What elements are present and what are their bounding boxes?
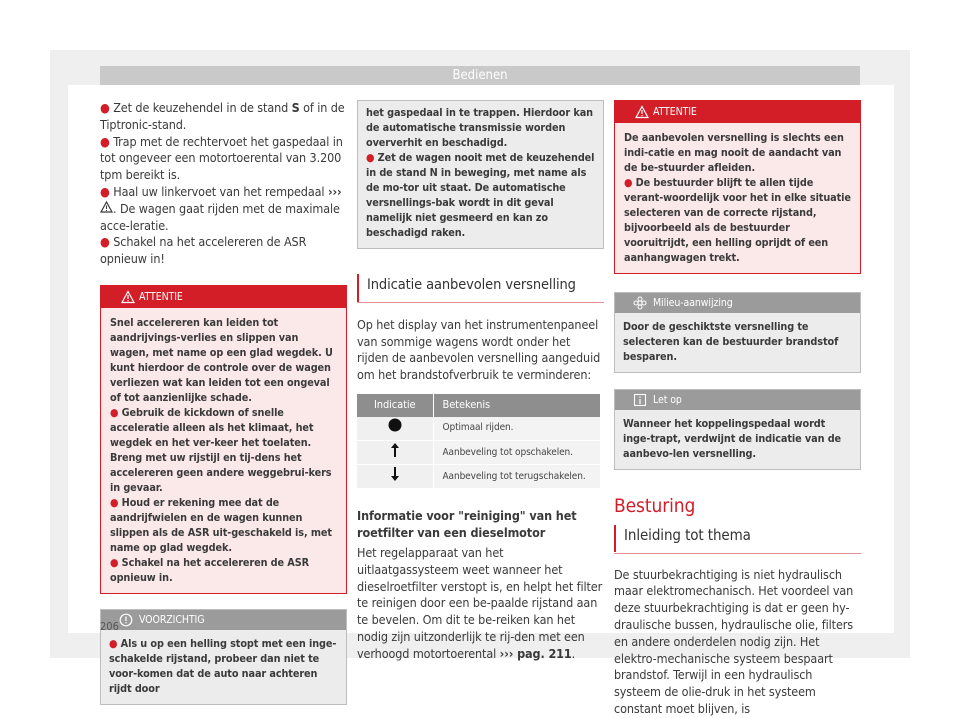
- arrow-up-icon: [390, 442, 400, 458]
- warning-box: [614, 100, 861, 274]
- bullet-icon: ●: [100, 234, 110, 250]
- warning-box-body: Snel accelereren kan leiden tot aandrijvings-verlies en slippen van wagen, met name op een glad wegdek. U kunt hierdoor de controle over de wagen verliezen wat kan leiden tot een ongeval of tot aanzienlijke schade. ● Gebruik de kickdown of snelle acceleratie alleen als het klimaat, het wegdek en het ver-keer het toelaten. Breng met uw rijstijl en tij-dens het accelereren geen andere weggebrui-kers in gevaar. ● Houd er rekening mee dat de aandrijfwielen en de wagen kunnen slippen als de ASR uit-geschakeld is, met name op glad wegdek. ● Schakel na het accelereren de ASR opnieuw in.: [101, 308, 346, 593]
- note-box-body: Wanneer het koppelingspedaal wordt inge-trapt, verdwijnt de indicatie van de aanbevo-len versnelling.: [615, 410, 860, 469]
- caution-box-header: VOORZICHTIG: [101, 610, 346, 630]
- section-heading: Inleiding tot thema: [614, 527, 861, 554]
- page-number: 206: [100, 620, 119, 633]
- subheading: Informatie voor "reiniging" van het roetfilter van een dieselmotor: [357, 508, 577, 541]
- indicator-table: [357, 394, 600, 490]
- caution-box-continued: [357, 100, 604, 249]
- list-item: ● Trap met de rechtervoet het gaspedaal in tot ongeveer een motortoerental van 3.200 tpm bereikt is.: [100, 133, 343, 183]
- exclamation-circle-icon: [119, 613, 133, 627]
- note-box: [614, 389, 861, 470]
- arrow-down-icon: [390, 466, 400, 482]
- info-icon: [633, 393, 647, 407]
- list-item: ● Schakel na het accelereren de ASR opnieuw in!: [100, 234, 307, 267]
- list-item: ● Als u op een helling stopt met een inge-schakelde rijstand, probeer dan niet te voor-komen dat de auto naar achteren rijdt door: [109, 636, 337, 695]
- list-item: ● Zet de wagen nooit met de keuzehendel in de stand N in beweging, met name als de mo-tor uit staat. De automatische versnellings-bak wordt in dit geval namelijk niet gesmeerd en kan zo beschadigd raken.: [366, 151, 595, 239]
- caution-box-body: het gaspedaal in te trappen. Hierdoor kan de automatische transmissie worden oververhit en beschadigd. ● Zet de wagen nooit met de keuzehendel in de stand N in beweging, met name als de mo-tor uit staat. De automatische versnellings-bak wordt in dit geval namelijk niet gesmeerd en kan zo beschadigd raken.: [358, 101, 603, 248]
- page-header: Bedienen: [100, 66, 860, 85]
- list-item: ● De bestuurder blijft te allen tijde verant-woordelijk voor het in elke situatie selecteren van de correcte rijstand, bijvoorbeeld als de bestuurder vooruitrijdt, een helling oprijdt of een aanhangwagen trekt.: [624, 176, 851, 264]
- column-3: [614, 100, 861, 718]
- warning-box-header: ATTENTIE: [101, 286, 346, 308]
- list-item: ● Haal uw linkervoet van het rempedaal ››› . De wagen gaat rijden met de maximale acce-leratie.: [100, 183, 342, 233]
- bullet-icon: ●: [100, 183, 110, 199]
- environment-box: [614, 292, 861, 373]
- table-row: Aanbeveling tot opschakelen.: [357, 441, 600, 465]
- reference-arrow: ›››: [327, 183, 342, 199]
- list-item: ● Schakel na het accelereren de ASR opnieuw in.: [110, 555, 309, 584]
- warning-box-body: De aanbevolen versnelling is slechts een indi-catie en mag nooit de aandacht van de be-stuurder afleiden. ● De bestuurder blijft te allen tijde verant-woordelijk voor het in elke situatie selecteren van de correcte rijstand, bijvoorbeeld als de bestuurder vooruitrijdt, een helling oprijdt of een aanhangwagen trekt.: [615, 123, 860, 273]
- warning-triangle-icon: [121, 290, 135, 304]
- paragraph: De stuurbekrachtiging is niet hydraulisch maar elektromechanisch. Het voordeel van deze stuurbekrachtiging is dat er geen hy-draulische bussen, hydraulische olie, filters en andere onderdelen nodig zijn. Het elektro-mechanische systeem bespaart brandstof. Terwijl in een hydraulisch systeem de olie-druk in het systeem constant moet blijven, is: [614, 566, 854, 716]
- column-2: [357, 100, 604, 663]
- list-item: ● Zet de keuzehendel in de stand S of in de Tiptronic-stand.: [100, 100, 345, 132]
- environment-box-body: Door de geschiktste versnelling te selecteren kan de bestuurder brandstof besparen.: [615, 313, 860, 372]
- section-heading: Indicatie aanbevolen versnelling: [357, 277, 604, 303]
- note-box-header: Let op: [615, 390, 860, 410]
- intro-paragraph: Op het display van het instrumentenpaneel van sommige wagens wordt onder het rijden de aanbevolen versnelling aangeduid om het brandstofverbruik te verminderen:: [357, 316, 601, 383]
- page-reference-link[interactable]: ››› pag. 211: [499, 645, 572, 661]
- leaf-flower-icon: [633, 296, 647, 310]
- chapter-title: Besturing: [614, 495, 696, 517]
- bullet-icon: ●: [100, 133, 110, 149]
- list-item: ● Gebruik de kickdown of snelle acceleratie alleen als het klimaat, het wegdek en het ver-keer het toelaten. Breng met uw rijstijl en tij-dens het accelereren geen andere weggebrui-kers in gevaar.: [110, 405, 332, 494]
- caution-box-body: [101, 630, 346, 704]
- circle-icon: [388, 418, 402, 432]
- warning-triangle-icon: [635, 105, 649, 119]
- warning-triangle-icon: [100, 201, 113, 213]
- caution-box: [100, 609, 347, 705]
- warning-box-header: ATTENTIE: [615, 101, 860, 123]
- environment-box-header: Milieu-aanwijzing: [615, 293, 860, 313]
- table-header: Indicatie: [357, 394, 433, 417]
- warning-box: [100, 285, 347, 594]
- list-item: ● Houd er rekening mee dat de aandrijfwielen en de wagen kunnen slippen als de ASR uit-geschakeld is, met name op glad wegdek.: [110, 495, 332, 554]
- table-header: Betekenis: [433, 394, 600, 417]
- column-1: [100, 100, 347, 705]
- table-row: Aanbeveling tot terugschakelen.: [357, 465, 600, 489]
- bullet-icon: ●: [100, 100, 110, 115]
- table-row: Optimaal rijden.: [357, 417, 600, 441]
- paragraph: Het regelapparaat van het uitlaatgassysteem weet wanneer het dieselroetfilter verstopt is, en helpt het filter te reinigen door een be-paalde rijstand aan te bevelen. Om dit te be-reiken kan het nodig zijn uitzonderlijk te rij-den met een verhoogd motortoerental ››› pag. 211.: [357, 545, 603, 661]
